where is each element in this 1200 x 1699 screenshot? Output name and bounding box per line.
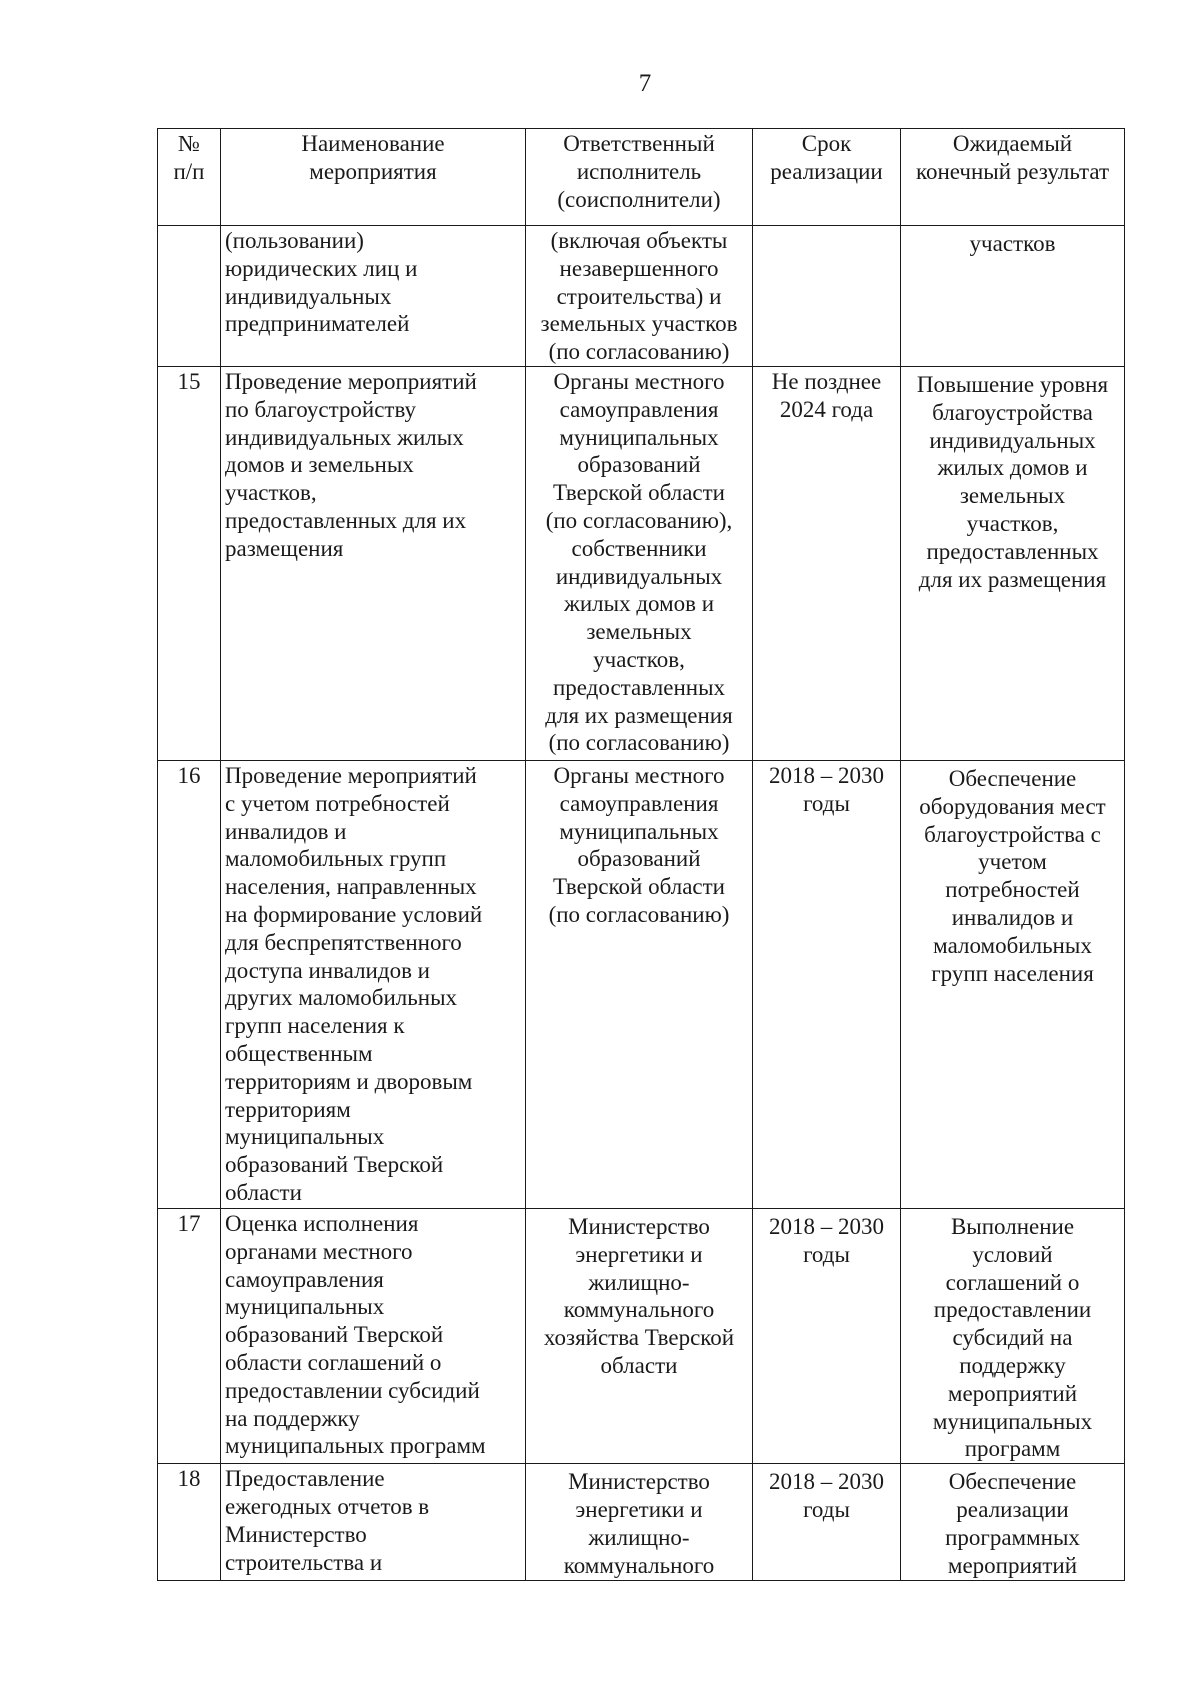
header-expected-result: Ожидаемый конечный результат xyxy=(901,129,1125,226)
activities-table xyxy=(157,128,1125,1581)
row-responsible: (включая объекты незавершенного строительства) и земельных участков (по согласованию) xyxy=(526,226,753,367)
row-term: Не позднее 2024 года xyxy=(753,366,901,760)
row-activity-name: Предоставление ежегодных отчетов в Министерство строительства и xyxy=(221,1464,526,1581)
row-number: 16 xyxy=(158,760,221,1208)
header-activity-name: Наименование мероприятия xyxy=(221,129,526,226)
header-term: Срок реализации xyxy=(753,129,901,226)
table-row xyxy=(158,226,1125,367)
row-expected-result: Обеспечение оборудования мест благоустройства с учетом потребностей инвалидов и маломобильных групп населения xyxy=(901,760,1125,1208)
row-responsible: Министерство энергетики и жилищно- коммунального xyxy=(526,1464,753,1581)
row-term: 2018 – 2030 годы xyxy=(753,1208,901,1463)
row-expected-result: Повышение уровня благоустройства индивидуальных жилых домов и земельных участков, предоставленных для их размещения xyxy=(901,366,1125,760)
row-number: 17 xyxy=(158,1208,221,1463)
row-activity-name: Оценка исполнения органами местного самоуправления муниципальных образований Тверской области соглашений о предоставлении субсидий на поддержку муниципальных программ xyxy=(221,1208,526,1463)
row-term: 2018 – 2030 годы xyxy=(753,760,901,1208)
header-responsible: Ответственный исполнитель (соисполнители) xyxy=(526,129,753,226)
row-activity-name: Проведение мероприятий с учетом потребностей инвалидов и маломобильных групп населения, направленных на формирование условий для беспрепятственного доступа инвалидов и других маломобильных групп населения к общественным территориям и дворовым территориям муниципальных образований Тверской области xyxy=(221,760,526,1208)
table-row xyxy=(158,1464,1125,1581)
row-expected-result: Выполнение условий соглашений о предоставлении субсидий на поддержку мероприятий муниципальных программ xyxy=(901,1208,1125,1463)
row-responsible: Органы местного самоуправления муниципальных образований Тверской области (по согласованию), собственники индивидуальных жилых домов и земельных участков, предоставленных для их размещения (по согласованию) xyxy=(526,366,753,760)
row-number xyxy=(158,226,221,367)
row-responsible: Органы местного самоуправления муниципальных образований Тверской области (по согласованию) xyxy=(526,760,753,1208)
table-row xyxy=(158,760,1125,1208)
row-activity-name: (пользовании) юридических лиц и индивидуальных предпринимателей xyxy=(221,226,526,367)
row-term: 2018 – 2030 годы xyxy=(753,1464,901,1581)
row-expected-result: участков xyxy=(901,226,1125,367)
row-responsible: Министерство энергетики и жилищно- коммунального хозяйства Тверской области xyxy=(526,1208,753,1463)
page-number: 7 xyxy=(638,70,652,97)
table-row xyxy=(158,1208,1125,1463)
row-term xyxy=(753,226,901,367)
table-row xyxy=(158,366,1125,760)
row-number: 18 xyxy=(158,1464,221,1581)
header-number: № п/п xyxy=(158,129,221,226)
row-number: 15 xyxy=(158,366,221,760)
table-header-row xyxy=(158,129,1125,226)
row-expected-result: Обеспечение реализации программных мероприятий xyxy=(901,1464,1125,1581)
row-activity-name: Проведение мероприятий по благоустройству индивидуальных жилых домов и земельных участков, предоставленных для их размещения xyxy=(221,366,526,760)
